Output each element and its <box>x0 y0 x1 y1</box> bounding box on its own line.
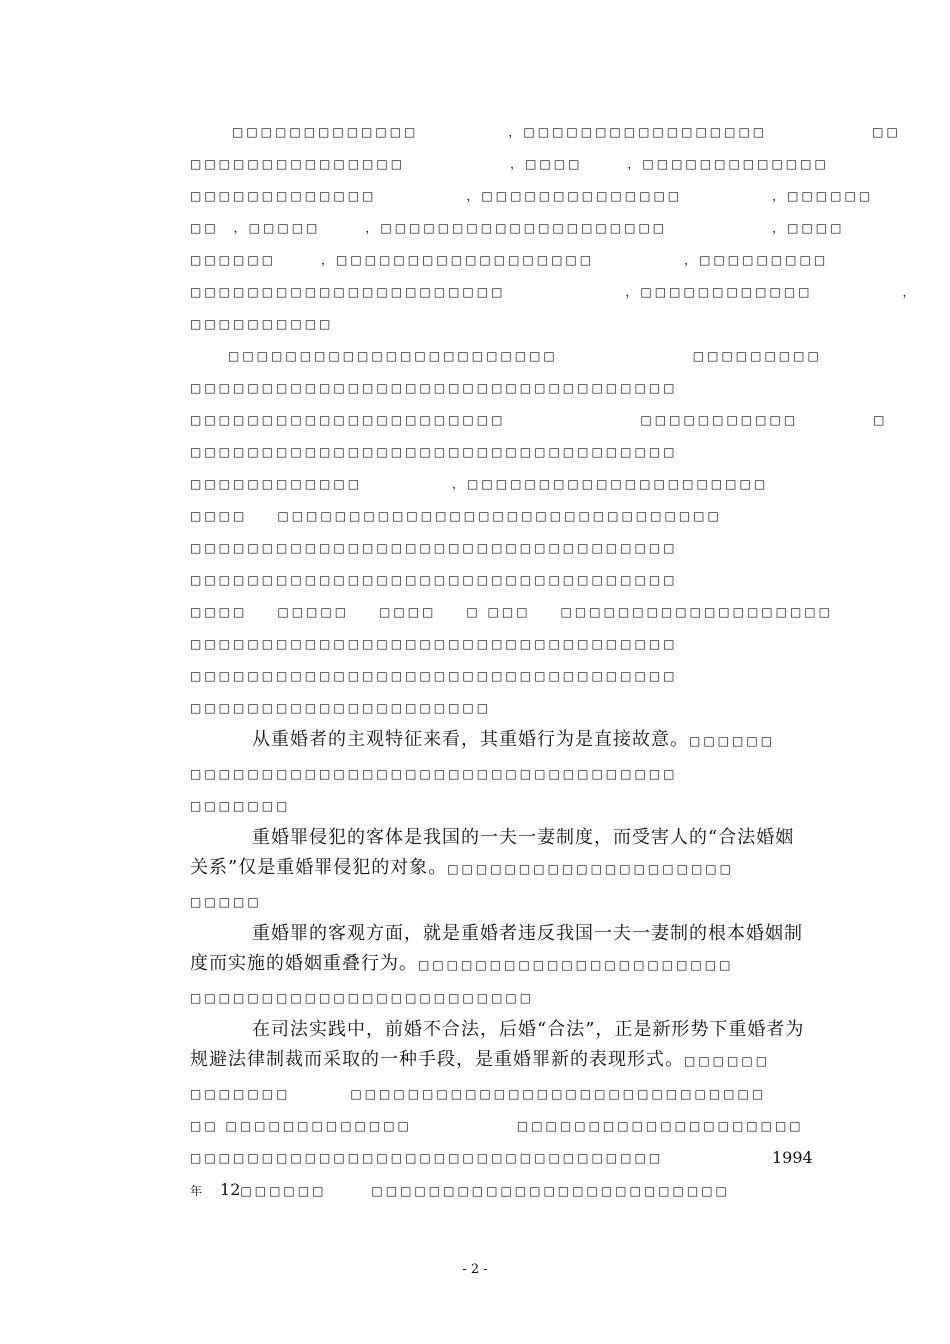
text-line: □□□□□□□□□□□□□□□□□□□□□□□□□□□□□□□□□□ <box>190 541 678 555</box>
text-line: □□□□□□□□□□□□□ ，□□□□□□□□□□□□□□□□□ □□ <box>232 125 901 139</box>
text-line: □□□□□□□□□□□□□□□□□□□□□□□□ <box>190 991 535 1005</box>
text-line: □□□□□□□□□□ <box>190 317 334 331</box>
text-line: □□□□□□□□□□□□□□□□□□□□□□□ □□□□□□□□□ <box>228 349 822 363</box>
page-number: - 2 - <box>462 1262 488 1277</box>
text-line: □□□□□□□□□□□□□□□ ，□□□□ ，□□□□□□□□□□□□□ <box>190 157 829 171</box>
text-line: □□ □□□□□□□□□□□□□ □□□□□□□□□□□□□□□□□□□□ <box>190 1119 804 1133</box>
paragraph-line: 在司法实践中，前婚不合法，后婚“合法”，正是新形势下重婚者为 <box>252 1019 805 1040</box>
paragraph-line: 关系”仅是重婚罪侵犯的对象。□□□□□□□□□□□□□□□□□□□□ <box>190 857 734 878</box>
text-line: □□□□□□□□□□□□□□□□□□□□□ <box>190 701 492 715</box>
text-line: □□□□□□□□□□□□□□□□□□□□□□□□□□□□□□□□□□ <box>190 573 678 587</box>
text-line: □□□□□□□□□□□□□□□□□□□□□□□□□□□□□□□□□□ <box>190 445 678 459</box>
year-number: 1994 <box>772 1148 813 1167</box>
text-line: □□□□□□□□□□□□□□□□□□□□□□□□□□□□□□□□□ 1994 <box>190 1148 813 1167</box>
text-line: □□□□ □□□□□□□□□□□□□□□□□□□□□□□□□□□□□□□ <box>190 509 722 523</box>
text-line: □□□□□□□ <box>190 799 291 813</box>
text-line: □□□□□□□□□□□□□□□□□□□□□□□□□□□□□□□□□□ <box>190 637 678 651</box>
paragraph-line: 度而实施的婚姻重叠行为。□□□□□□□□□□□□□□□□□□□□□□ <box>190 953 734 974</box>
text-line: □□□□□□□□□□□□□□□□□□□□□□□□□□□□□□□□□□ <box>190 767 678 781</box>
text-line: 年 12□□□□□□ □□□□□□□□□□□□□□□□□□□□□□□□□ <box>190 1180 730 1199</box>
paragraph-line: 重婚罪侵犯的客体是我国的一夫一妻制度，而受害人的“合法婚姻 <box>252 827 795 848</box>
text-line: □□□□□□ ，□□□□□□□□□□□□□□□□□□ ，□□□□□□□□□ <box>190 253 829 267</box>
text-line: □□□□□ <box>190 895 262 909</box>
paragraph-line: 重婚罪的客观方面，就是重婚者违反我国一夫一妻制的根本婚姻制 <box>252 923 803 944</box>
text-line: □□□□□□□□□□□□ ，□□□□□□□□□□□□□□□□□□□□□ <box>190 477 769 491</box>
text-line: □□□□□□□□□□□□□□□□□□□□□□ ，□□□□□□□□□□□□ ， <box>190 285 918 299</box>
text-line: □□□□ □□□□□ □□□□ □ □□□ □□□□□□□□□□□□□□□□□□□ <box>190 605 833 619</box>
text-line: □□ ，□□□□□ ，□□□□□□□□□□□□□□□□□□□□ ，□□□□ <box>190 221 845 235</box>
text-line: □□□□□□□□□□□□□ ，□□□□□□□□□□□□□□ ，□□□□□□ <box>190 189 874 203</box>
text-line: □□□□□□□□□□□□□□□□□□□□□□ □□□□□□□□□□□ □ <box>190 413 888 427</box>
paragraph-line: 规避法律制裁而采取的一种手段，是重婚罪新的表现形式。□□□□□□ <box>190 1049 771 1070</box>
text-line: □□□□□□□□□□□□□□□□□□□□□□□□□□□□□□□□□□ <box>190 669 678 683</box>
text-line: □□□□□□□□□□□□□□□□□□□□□□□□□□□□□□□□□□ <box>190 381 678 395</box>
text-line: □□□□□□□ □□□□□□□□□□□□□□□□□□□□□□□□□□□□□ <box>190 1087 767 1101</box>
month-number: 12 <box>220 1180 241 1199</box>
paragraph-line: 从重婚者的主观特征来看，其重婚行为是直接故意。□□□□□□ <box>252 729 776 750</box>
